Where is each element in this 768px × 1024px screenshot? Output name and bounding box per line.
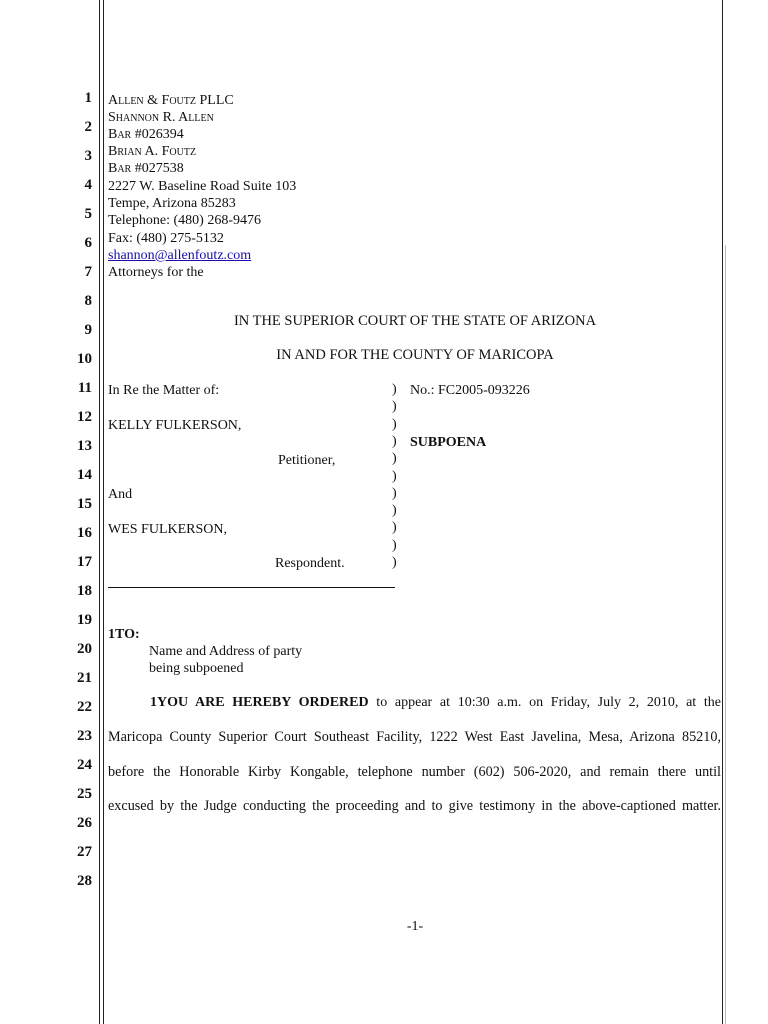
line-number: 20	[77, 641, 92, 657]
line-number: 14	[77, 467, 92, 483]
page-number: -1-	[406, 919, 424, 934]
and-label: And	[108, 487, 133, 502]
line-number: 21	[77, 670, 92, 686]
line-number: 4	[84, 177, 92, 193]
line-number: 27	[77, 844, 92, 860]
line-number: 15	[77, 496, 92, 512]
line-number: 5	[84, 206, 92, 222]
telephone: Telephone: (480) 268-9476	[108, 213, 261, 228]
respondent-label: Respondent.	[275, 556, 345, 571]
address-line-1: 2227 W. Baseline Road Suite 103	[108, 179, 297, 194]
to-line-2: being subpoened	[149, 661, 244, 676]
line-number: 13	[77, 438, 92, 454]
caption-paren: )	[392, 416, 397, 432]
document-title-text: SUBPOENA	[410, 435, 487, 450]
caption-paren: )	[392, 485, 397, 501]
bar-number-2: Bar #027538	[108, 161, 184, 176]
to-label	[108, 626, 140, 643]
line-number: 26	[77, 815, 92, 831]
court-title-line-1: IN THE SUPERIOR COURT OF THE STATE OF ARIZONA	[233, 313, 597, 329]
petitioner-label: Petitioner,	[278, 453, 336, 468]
line-number: 8	[84, 293, 92, 309]
fax: Fax: (480) 275-5132	[108, 231, 224, 246]
petitioner-name: KELLY FULKERSON,	[108, 418, 242, 433]
attorneys-for: Attorneys for the	[108, 265, 204, 280]
line-number: 22	[77, 699, 92, 715]
line-number: 23	[77, 728, 92, 744]
caption-paren: )	[392, 451, 397, 467]
left-margin-rule-inner	[103, 0, 104, 1024]
email-link[interactable]: shannon@allenfoutz.com	[108, 248, 252, 263]
caption-paren: )	[392, 382, 397, 397]
caption-underline	[108, 587, 395, 588]
line-number: 18	[77, 583, 92, 599]
body-line-1	[150, 694, 721, 711]
attorney-name-2: Brian A. Foutz	[108, 144, 197, 159]
caption-paren: )	[392, 503, 397, 519]
left-margin-rule-outer	[99, 0, 100, 1024]
to-line-1: Name and Address of party	[149, 644, 303, 659]
body-line-2: Maricopa County Superior Court Southeast Facility, 1222 West East Javelina, Mesa, Arizona 85210,	[108, 729, 721, 745]
line-number: 1	[84, 90, 92, 106]
line-number: 7	[84, 264, 92, 280]
caption-paren: )	[392, 399, 397, 415]
line-number: 28	[77, 873, 92, 889]
firm-name: Allen & Foutz PLLC	[108, 93, 234, 108]
line-number: 9	[84, 322, 92, 338]
line-number: 19	[77, 612, 92, 628]
bar-number-1: Bar #026394	[108, 127, 184, 142]
line-number: 2	[84, 119, 92, 135]
body-line-3: before the Honorable Kirby Kongable, telephone number (602) 506-2020, and remain there until	[108, 764, 721, 780]
line-number: 16	[77, 525, 92, 541]
caption-paren: )	[392, 555, 397, 570]
line-number: 12	[77, 409, 92, 425]
right-margin-rule	[722, 0, 723, 1024]
line-number: 17	[77, 554, 92, 570]
respondent-name: WES FULKERSON,	[108, 522, 228, 537]
line-number: 24	[77, 757, 92, 773]
line-number: 3	[84, 148, 92, 164]
attorney-name-1: Shannon R. Allen	[108, 110, 214, 125]
right-margin-rule-lower	[725, 245, 726, 1024]
body-line-4: excused by the Judge conducting the proceeding and to give testimony in the above-captioned matter.	[108, 798, 721, 814]
in-re-label: In Re the Matter of:	[108, 383, 220, 398]
line-number: 11	[77, 380, 92, 396]
caption-paren: )	[392, 468, 397, 484]
body-line-1-rest: to appear at 10:30 a.m. on Friday, July 2, 2010, at the	[368, 695, 721, 710]
court-title-line-2: IN AND FOR THE COUNTY OF MARICOPA	[276, 347, 554, 363]
line-number: 25	[77, 786, 92, 802]
order-lead: 1YOU ARE HEREBY ORDERED	[150, 695, 369, 710]
caption-paren: )	[392, 537, 397, 553]
document-title	[410, 434, 486, 451]
line-number: 10	[77, 351, 92, 367]
case-number: No.: FC2005-093226	[410, 383, 530, 398]
caption-paren: )	[392, 520, 397, 536]
to-label-text: 1TO:	[108, 627, 140, 642]
address-line-2: Tempe, Arizona 85283	[108, 196, 236, 211]
line-number: 6	[84, 235, 92, 251]
caption-paren: )	[392, 433, 397, 449]
